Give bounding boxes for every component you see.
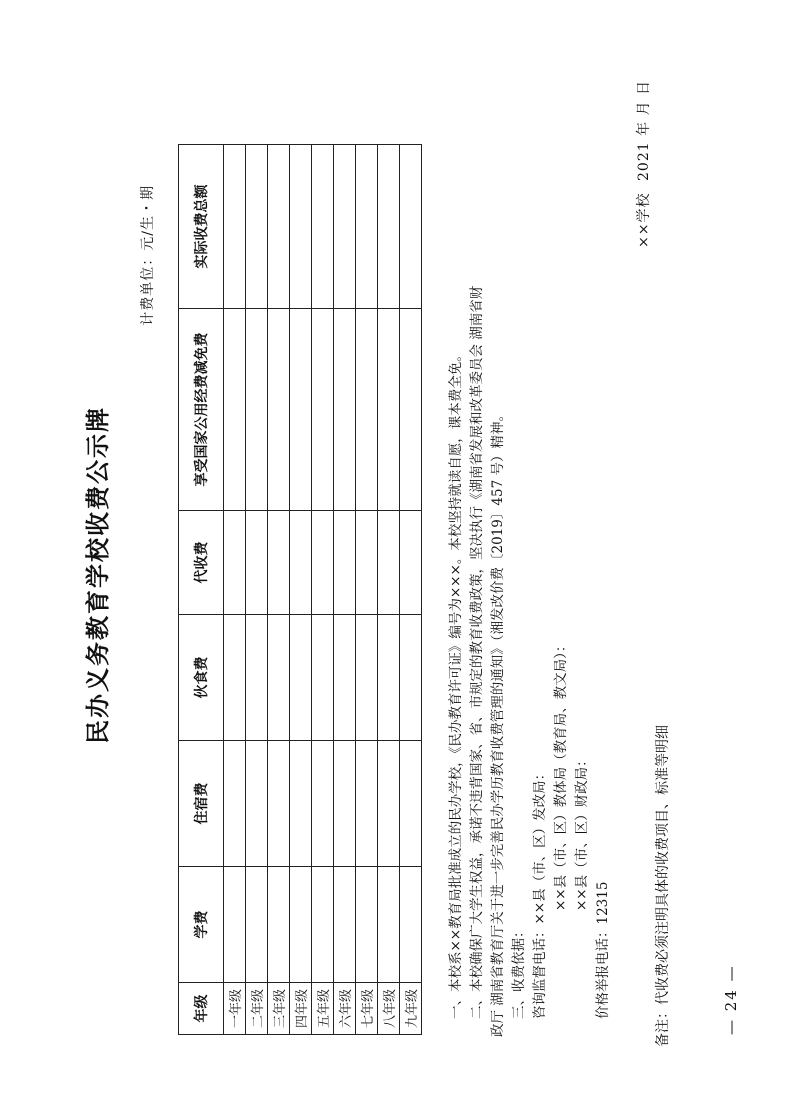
table-cell (334, 867, 356, 983)
column-header-collected-fees: 代收费 (179, 511, 224, 615)
table-cell (268, 867, 290, 983)
table-cell (246, 741, 268, 867)
table-cell (312, 309, 334, 511)
page-number: — 24 — (722, 964, 740, 1035)
table-cell (356, 145, 378, 309)
table-cell (268, 615, 290, 741)
table-header-row (179, 145, 224, 1035)
table-cell (246, 511, 268, 615)
fee-table (178, 144, 422, 1035)
table-row (356, 145, 378, 1035)
grade-label: 九年级 (400, 983, 422, 1035)
consult-item-3: ××县（市、区）财政局： (574, 753, 590, 911)
table-cell (312, 145, 334, 309)
table-row (378, 145, 400, 1035)
table-cell (268, 145, 290, 309)
table-cell (246, 145, 268, 309)
grade-label: 三年级 (268, 983, 290, 1035)
grade-label: 五年级 (312, 983, 334, 1035)
table-cell (356, 741, 378, 867)
grade-label: 四年级 (290, 983, 312, 1035)
table-cell (290, 615, 312, 741)
school-name: ××学校 (636, 192, 652, 248)
column-header-actual-total: 实际收费总额 (179, 145, 224, 309)
table-cell (400, 145, 422, 309)
note-line-2a: 二、本校确保广大学生权益，承诺不违背国家、省、市规定的教育收费政策，坚决执行《湖南省发展和改革委员会 湖南省财 (469, 285, 485, 1019)
table-cell (356, 511, 378, 615)
consult-line-1 (530, 77, 551, 1037)
table-cell (312, 615, 334, 741)
table-cell (400, 309, 422, 511)
table-cell (246, 867, 268, 983)
table-cell (268, 309, 290, 511)
table-cell (378, 145, 400, 309)
table-cell (246, 309, 268, 511)
table-row (224, 145, 246, 1035)
table-cell (224, 145, 246, 309)
table-cell (290, 741, 312, 867)
table-cell (290, 511, 312, 615)
table-row (290, 145, 312, 1035)
table-cell (400, 511, 422, 615)
consult-item-1: ××县（市、区）发改局： (532, 766, 548, 925)
hotline-number: 12315 (595, 881, 611, 925)
table-cell (268, 741, 290, 867)
hotline-label: 价格举报电话： (595, 924, 611, 1019)
table-cell (224, 741, 246, 867)
table-cell (334, 615, 356, 741)
column-header-grade: 年级 (179, 983, 224, 1035)
column-header-accommodation: 住宿费 (179, 741, 224, 867)
table-cell (400, 741, 422, 867)
column-header-tuition: 学费 (179, 867, 224, 983)
table-cell (334, 741, 356, 867)
consult-label: 咨询监督电话： (532, 924, 548, 1019)
table-row (312, 145, 334, 1035)
table-cell (290, 867, 312, 983)
table-cell (334, 309, 356, 511)
signature (633, 80, 653, 254)
table-cell (312, 741, 334, 867)
table-cell (334, 511, 356, 615)
grade-label: 二年级 (246, 983, 268, 1035)
note-line-2b: 政厅 湖南省教育厅关于进一步完善民办学历教育收费管理的通知》（湘发改价费〔2019〕457 号）精神。 (490, 408, 506, 1037)
column-header-public-funding-reduction: 享受国家公用经费减免费 (179, 309, 224, 511)
table-cell (246, 615, 268, 741)
table-cell (378, 867, 400, 983)
table-cell (378, 511, 400, 615)
table-cell (334, 145, 356, 309)
table-cell (268, 511, 290, 615)
table-cell (378, 615, 400, 741)
table-cell (378, 741, 400, 867)
note-line-1: 一、本校系××教育局批准成立的民办学校，《民办教育许可证》编号为×××。本校坚持就读自愿，课本费全免。 (448, 348, 464, 1019)
table-row (246, 145, 268, 1035)
table-cell (290, 309, 312, 511)
table-cell (224, 615, 246, 741)
grade-label: 八年级 (378, 983, 400, 1035)
note-line-3: 三、收费依据： (511, 924, 527, 1019)
table-cell (356, 867, 378, 983)
hotline-line (593, 77, 614, 1037)
table-cell (224, 867, 246, 983)
signature-date: 2021 年 月 日 (636, 80, 652, 181)
unit-note: 计费单位：元/生・期 (140, 185, 156, 326)
footnote: 备注：代收费必须注明具体的收费项目、标准等明细 (655, 725, 671, 1047)
table-cell (224, 309, 246, 511)
table-row (334, 145, 356, 1035)
table-row (400, 145, 422, 1035)
grade-label: 七年级 (356, 983, 378, 1035)
table-row (268, 145, 290, 1035)
table-cell (356, 615, 378, 741)
table-cell (312, 511, 334, 615)
column-header-meals: 伙食费 (179, 615, 224, 741)
table-cell (312, 867, 334, 983)
table-cell (290, 145, 312, 309)
grade-label: 一年级 (224, 983, 246, 1035)
table-cell (400, 615, 422, 741)
table-cell (378, 309, 400, 511)
notes-section (446, 77, 614, 1037)
table-cell (356, 309, 378, 511)
page-title: 民办义务教育学校收费公示牌 (83, 406, 112, 744)
table-cell (400, 867, 422, 983)
consult-item-2: ××县（市、区）教体局（教育局、教文局）： (553, 638, 569, 911)
table-cell (224, 511, 246, 615)
grade-label: 六年级 (334, 983, 356, 1035)
